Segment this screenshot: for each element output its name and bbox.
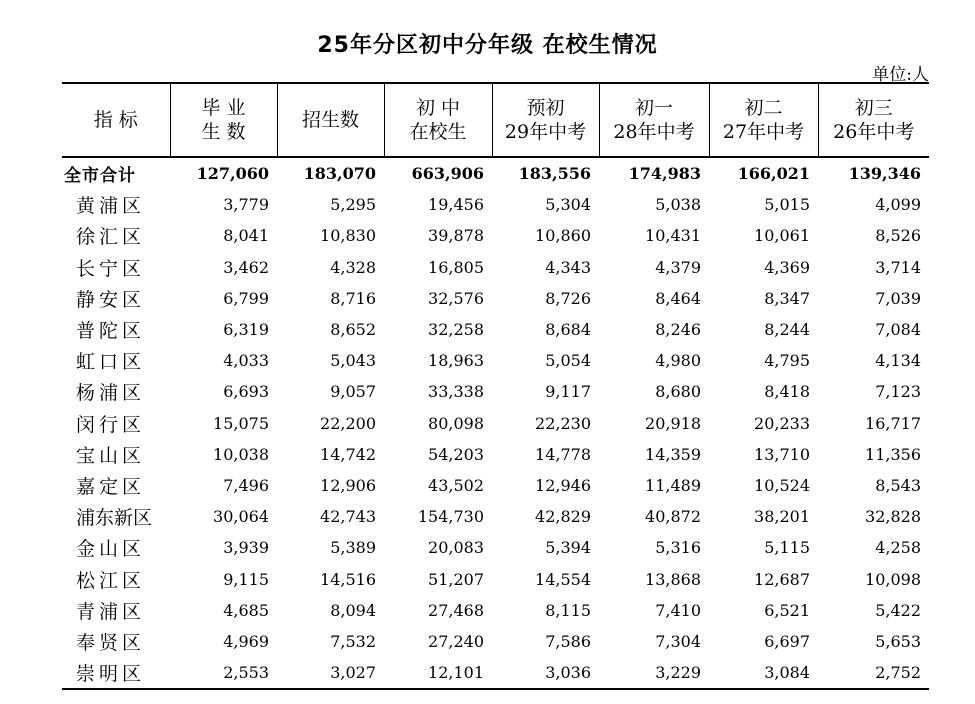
column-header-line: 初 中 <box>415 97 461 119</box>
value-cell: 7,532 <box>330 631 376 651</box>
district-name-cell: 青浦区 <box>76 600 146 623</box>
value-cell: 5,295 <box>330 195 376 215</box>
value-cell: 4,969 <box>223 631 269 651</box>
value-cell: 7,304 <box>655 631 701 651</box>
value-cell: 3,779 <box>223 195 269 215</box>
value-cell: 7,123 <box>875 382 921 402</box>
page-title: 25年分区初中分年级 在校生情况 <box>317 33 658 58</box>
district-name-cell: 松江区 <box>76 569 146 592</box>
value-cell: 32,576 <box>428 288 484 308</box>
district-name-cell: 黄浦区 <box>76 195 146 218</box>
value-cell: 4,369 <box>764 257 810 277</box>
value-cell: 166,021 <box>737 164 810 184</box>
table-row <box>62 283 929 314</box>
value-cell: 7,410 <box>655 600 701 620</box>
value-cell: 14,359 <box>645 444 701 464</box>
table-row <box>62 657 929 689</box>
district-name-cell: 金山区 <box>76 538 146 561</box>
value-cell: 5,394 <box>545 538 591 558</box>
value-cell: 33,338 <box>428 382 484 402</box>
value-cell: 663,906 <box>411 164 484 184</box>
column-header-line: 27年中考 <box>722 121 805 143</box>
table-row <box>62 252 929 283</box>
value-cell: 2,752 <box>818 657 929 689</box>
column-header <box>818 83 929 157</box>
district-name-cell: 全市合计 <box>64 166 136 187</box>
value-cell: 4,795 <box>764 351 810 371</box>
value-cell: 8,094 <box>330 600 376 620</box>
value-cell: 183,556 <box>518 164 591 184</box>
value-cell: 18,963 <box>428 351 484 371</box>
value-cell: 39,878 <box>428 226 484 246</box>
value-cell: 10,098 <box>865 569 921 589</box>
value-cell: 20,918 <box>645 413 701 433</box>
value-cell: 10,431 <box>645 226 701 246</box>
column-header <box>277 83 384 157</box>
value-cell: 10,524 <box>754 475 810 495</box>
value-cell: 13,868 <box>645 569 701 589</box>
value-cell: 4,980 <box>655 351 701 371</box>
value-cell: 8,684 <box>545 320 591 340</box>
value-cell: 9,057 <box>330 382 376 402</box>
value-cell: 11,489 <box>645 475 701 495</box>
value-cell: 22,200 <box>320 413 376 433</box>
district-name-cell: 长宁区 <box>76 257 146 280</box>
value-cell: 139,346 <box>848 164 921 184</box>
total-row <box>62 157 929 189</box>
district-name-cell: 杨浦区 <box>76 382 146 405</box>
value-cell: 6,521 <box>764 600 810 620</box>
value-cell: 43,502 <box>428 475 484 495</box>
table-row <box>62 376 929 407</box>
value-cell: 3,036 <box>492 657 599 689</box>
column-header <box>492 83 599 157</box>
table-row <box>62 439 929 470</box>
header-row <box>62 83 929 157</box>
value-cell: 5,316 <box>655 538 701 558</box>
district-name-cell: 虹口区 <box>76 351 146 374</box>
district-name-cell: 浦东新区 <box>76 507 153 530</box>
value-cell: 5,115 <box>764 538 810 558</box>
value-cell: 4,099 <box>875 195 921 215</box>
value-cell: 8,246 <box>655 320 701 340</box>
table-row <box>62 314 929 345</box>
value-cell: 5,043 <box>330 351 376 371</box>
value-cell: 54,203 <box>428 444 484 464</box>
value-cell: 3,714 <box>875 257 921 277</box>
value-cell: 51,207 <box>428 569 484 589</box>
value-cell: 174,983 <box>628 164 701 184</box>
value-cell: 6,319 <box>223 320 269 340</box>
value-cell: 3,229 <box>599 657 709 689</box>
column-header-line: 29年中考 <box>504 121 587 143</box>
value-cell: 12,687 <box>754 569 810 589</box>
table-row <box>62 626 929 657</box>
value-cell: 3,027 <box>277 657 384 689</box>
value-cell: 8,526 <box>875 226 921 246</box>
value-cell: 16,805 <box>428 257 484 277</box>
column-header-line: 预初 <box>526 97 565 119</box>
value-cell: 10,038 <box>213 444 269 464</box>
value-cell: 8,726 <box>545 288 591 308</box>
value-cell: 4,328 <box>330 257 376 277</box>
value-cell: 10,061 <box>754 226 810 246</box>
value-cell: 42,829 <box>535 507 591 527</box>
table-row <box>62 595 929 626</box>
value-cell: 42,743 <box>320 507 376 527</box>
unit-label: 单位:人 <box>872 65 929 85</box>
column-header-line: 生 数 <box>201 121 246 143</box>
table-row <box>62 501 929 532</box>
table-row <box>62 220 929 251</box>
value-cell: 8,680 <box>655 382 701 402</box>
column-header-line: 26年中考 <box>833 121 915 143</box>
value-cell: 4,134 <box>875 351 921 371</box>
column-header <box>170 83 277 157</box>
value-cell: 8,115 <box>545 600 591 620</box>
value-cell: 7,084 <box>875 320 921 340</box>
value-cell: 12,906 <box>320 475 376 495</box>
value-cell: 10,830 <box>320 226 376 246</box>
column-header-line: 28年中考 <box>613 121 695 143</box>
value-cell: 4,258 <box>875 538 921 558</box>
enrollment-table <box>62 82 929 690</box>
value-cell: 40,872 <box>645 507 701 527</box>
value-cell: 6,697 <box>764 631 810 651</box>
district-name-cell: 闵行区 <box>76 413 146 436</box>
value-cell: 32,258 <box>428 320 484 340</box>
table-row <box>62 189 929 220</box>
column-header <box>599 83 709 157</box>
value-cell: 19,456 <box>428 195 484 215</box>
district-name-cell: 嘉定区 <box>76 475 146 498</box>
value-cell: 8,652 <box>330 320 376 340</box>
value-cell: 3,939 <box>223 538 269 558</box>
value-cell: 4,033 <box>223 351 269 371</box>
table-row <box>62 345 929 376</box>
value-cell: 5,015 <box>764 195 810 215</box>
value-cell: 5,653 <box>875 631 921 651</box>
column-header-line: 指 标 <box>93 109 138 131</box>
value-cell: 9,115 <box>223 569 269 589</box>
value-cell: 5,054 <box>545 351 591 371</box>
value-cell: 6,799 <box>223 288 269 308</box>
column-header-line: 初三 <box>854 97 893 119</box>
value-cell: 8,543 <box>875 475 921 495</box>
value-cell: 183,070 <box>303 164 376 184</box>
value-cell: 20,083 <box>428 538 484 558</box>
value-cell: 15,075 <box>213 413 269 433</box>
value-cell: 8,464 <box>655 288 701 308</box>
value-cell: 38,201 <box>754 507 810 527</box>
value-cell: 3,084 <box>709 657 818 689</box>
column-header-line: 初一 <box>634 97 673 119</box>
value-cell: 7,586 <box>545 631 591 651</box>
table-row <box>62 408 929 439</box>
value-cell: 20,233 <box>754 413 810 433</box>
value-cell: 8,716 <box>330 288 376 308</box>
value-cell: 3,462 <box>223 257 269 277</box>
value-cell: 12,946 <box>535 475 591 495</box>
column-header <box>384 83 492 157</box>
value-cell: 10,860 <box>535 226 591 246</box>
district-name-cell: 崇明区 <box>62 657 170 689</box>
value-cell: 80,098 <box>428 413 484 433</box>
value-cell: 30,064 <box>213 507 269 527</box>
column-header-line: 在校生 <box>409 121 467 143</box>
table-body <box>62 157 929 689</box>
value-cell: 27,468 <box>428 600 484 620</box>
value-cell: 4,343 <box>545 257 591 277</box>
value-cell: 8,418 <box>764 382 810 402</box>
district-name-cell: 奉贤区 <box>76 631 146 654</box>
value-cell: 7,039 <box>875 288 921 308</box>
value-cell: 9,117 <box>545 382 591 402</box>
value-cell: 11,356 <box>865 444 921 464</box>
value-cell: 14,554 <box>535 569 591 589</box>
value-cell: 5,422 <box>875 600 921 620</box>
table-header <box>62 83 929 157</box>
district-name-cell: 宝山区 <box>76 444 146 467</box>
column-header-line: 毕 业 <box>201 97 246 119</box>
value-cell: 14,742 <box>320 444 376 464</box>
value-cell: 6,693 <box>223 382 269 402</box>
value-cell: 4,685 <box>223 600 269 620</box>
value-cell: 27,240 <box>428 631 484 651</box>
district-name-cell: 普陀区 <box>76 320 146 343</box>
column-header-line: 招生数 <box>301 109 359 131</box>
value-cell: 14,778 <box>535 444 591 464</box>
value-cell: 12,101 <box>384 657 492 689</box>
column-header <box>709 83 818 157</box>
district-name-cell: 静安区 <box>76 288 146 311</box>
value-cell: 127,060 <box>196 164 269 184</box>
value-cell: 154,730 <box>417 507 484 527</box>
column-header-line: 初二 <box>744 97 783 119</box>
value-cell: 5,304 <box>545 195 591 215</box>
value-cell: 5,038 <box>655 195 701 215</box>
value-cell: 14,516 <box>320 569 376 589</box>
district-name-cell: 徐汇区 <box>76 226 146 249</box>
value-cell: 2,553 <box>170 657 277 689</box>
value-cell: 7,496 <box>223 475 269 495</box>
value-cell: 4,379 <box>655 257 701 277</box>
table-row <box>62 470 929 501</box>
table-row <box>62 532 929 563</box>
value-cell: 8,244 <box>764 320 810 340</box>
value-cell: 16,717 <box>865 413 921 433</box>
value-cell: 22,230 <box>535 413 591 433</box>
column-header <box>62 83 170 157</box>
value-cell: 8,347 <box>764 288 810 308</box>
value-cell: 5,389 <box>330 538 376 558</box>
table-row <box>62 563 929 594</box>
value-cell: 13,710 <box>754 444 810 464</box>
value-cell: 8,041 <box>223 226 269 246</box>
value-cell: 32,828 <box>865 507 921 527</box>
